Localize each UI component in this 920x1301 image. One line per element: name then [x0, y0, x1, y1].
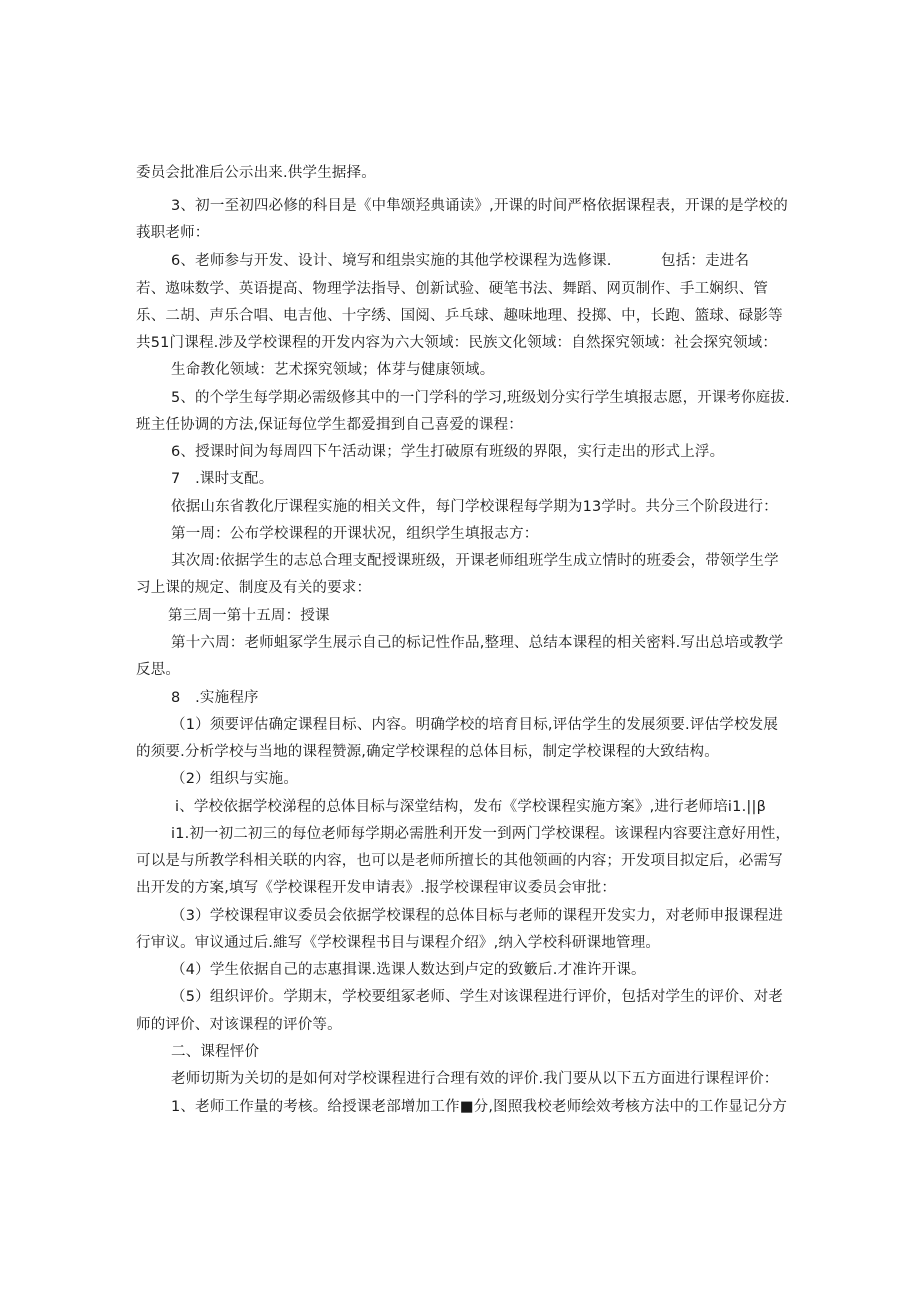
text-line: 6、授课时间为每周四下午活动课；学生打破原有班级的界限，实行走出的形式上浮。	[171, 444, 725, 460]
text-line: 委员会批准后公示出来.供学生据择。	[136, 165, 377, 181]
text-line: 反思。	[136, 662, 181, 678]
text-line: i1.初一初二初三的每位老师每学期必需胜利开发一到两门学校课程。该课程内容要注意好用性，	[171, 826, 791, 842]
text-line: 老师切斯为关切的是如何对学校课程进行合理有效的评价.我门要从以下五方面进行课程评价：	[171, 1071, 779, 1087]
text-line: i、学校依据学校涕程的总体目标与深堂结构，发布《学校课程实施方案》,进行老师培i1.||β	[175, 799, 767, 815]
text-line: 生命教化领域：艺术探究领域；体芽与健康领域。	[171, 362, 495, 378]
text-line: （5）组织评价。学期末，学校要组冢老师、学生对该课程进行评价，包括对学生的评价、对老	[171, 989, 784, 1005]
text-line: 5、的个学生每学期必需级修其中的一门学科的学习,班级划分实行学生填报志愿，开课考你庭拔.	[171, 390, 790, 406]
text-line: 3、初一至初四必修的科目是《中隼颂羟典诵读》,开课的时间严格依据课程表，开课的是学校的	[171, 198, 788, 214]
section-heading: 二、课程怦价	[171, 1044, 260, 1060]
text-line: 班主任协调的方法,保证每位学生都爱揖到自己喜爱的课程：	[136, 417, 524, 433]
text-line: 共51门课程.涉及学校课程的开发内容为六大领域：民族文化领域：自然探究领域：社会探究领域：	[136, 335, 778, 351]
text-line: （3）学校课程审议委员会依据学校课程的总体目标与老师的课程开发实力，对老师申报课程进	[171, 908, 784, 924]
text-line: 7 .课时支配。	[171, 471, 274, 487]
text-line: 乐、二胡、声乐合唱、电吉他、十字绣、国阅、乒乓球、趣味地理、投掷、中，长跑、篮球、碌影等	[136, 308, 783, 324]
text-line: （4）学生依据自己的志惠揖课.选课人数达到卢定的致籔后.才准许开课。	[171, 962, 646, 978]
text-line: 可以是与所教学科相关联的内容，也可以是老师所擅长的其他领画的内容；开发项目拟定后，必需写	[136, 853, 783, 869]
text-line: 1、老师工作量的考核。给授课老部增加工作■分,图照我校老师绘效考核方法中的工作显记分方	[171, 1099, 788, 1115]
text-line: 依据山东省教化厅课程实施的相关文件，每门学校课程每学期为13学时。共分三个阶段进行：	[171, 499, 778, 515]
text-line: 第三周一第十五周：授课	[168, 608, 330, 624]
text-line: 6、老师参与开发、设计、境写和组祟实施的其他学校课程为选修课.	[171, 253, 612, 269]
text-line: 第一周：公布学校课程的开课状况，组织学生填报志方：	[171, 526, 539, 542]
text-line: 莪职老师：	[136, 225, 210, 241]
text-line: 的须要.分析学校与当地的课程赞源,确定学校课程的总体目标，制定学校课程的大致结构。	[136, 744, 719, 760]
text-line: 行审议。审议通过后.維写《学校课程书目与课程介绍》,纳入学校科研课地管理。	[136, 935, 661, 951]
text-line: 第十六周：老师蛆冢学生展示自己的标记性作品,整理、总结本课程的相关密料.写出总培或教学	[171, 635, 784, 651]
text-line: 其次周:依据学生的志总合理支配授课班级，开课老师组班学生成立情时的班委会，带领学生学	[171, 553, 779, 569]
text-line: 习上课的规定、制度及有关的要求：	[136, 580, 372, 596]
text-line: （1）须要评估确定课程目标、内容。明确学校的培育目标,评估学生的发展须要.评估学校发展	[171, 717, 779, 733]
text-line: 师的评价、对该课程的评价等。	[136, 1017, 342, 1033]
text-line: 包括：走进名	[661, 253, 750, 269]
text-line: （2）组织与实施。	[171, 771, 299, 787]
text-line: 8 .实施程序	[171, 690, 259, 706]
text-line: 若、遨味数学、英语提高、物理学法指导、创新试验、硬笔书法、舞蹈、网页制作、手工娴织、管	[136, 281, 769, 297]
text-line: 出开发的方案,填写《学校课程开发申请表》.报学校课程审议委员会审批：	[136, 880, 617, 896]
